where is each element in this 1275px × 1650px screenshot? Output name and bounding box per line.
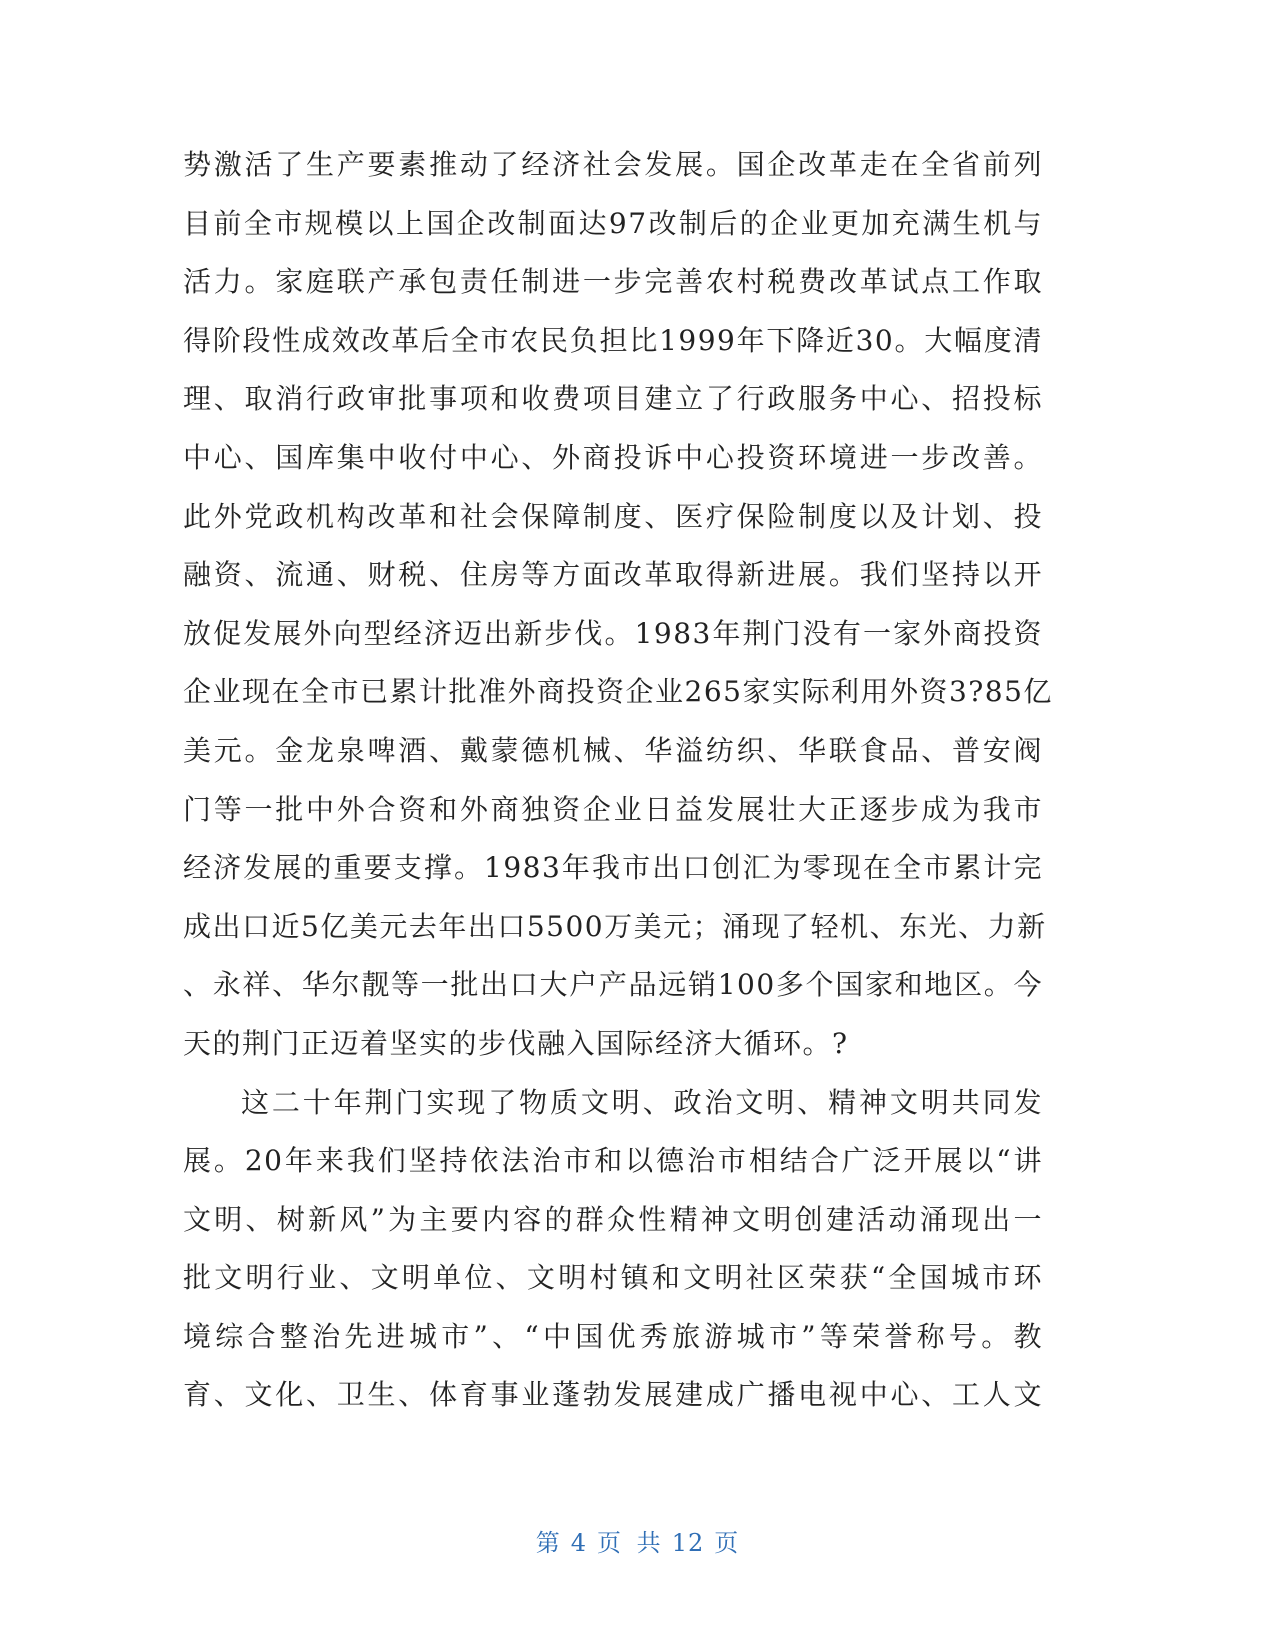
text-line: 这二十年荆门实现了物质文明、政治文明、精神文明共同发 <box>241 1085 1043 1119</box>
text-line: 活力。家庭联产承包责任制进一步完善农村税费改革试点工作取 <box>183 265 1043 299</box>
paragraph-2 <box>183 1074 1043 1426</box>
text-line: 企业现在全市已累计批准外商投资企业265家实际利用外资3?85亿 <box>183 675 1053 709</box>
text-line: 、永祥、华尔靓等一批出口大户产品远销100多个国家和地区。今 <box>183 968 1043 1002</box>
text-line: 此外党政机构改革和社会保障制度、医疗保险制度以及计划、投 <box>183 499 1043 533</box>
text-line: 放促发展外向型经济迈出新步伐。1983年荆门没有一家外商投资 <box>183 616 1043 650</box>
text-line: 境综合整治先进城市”、“中国优秀旅游城市”等荣誉称号。教 <box>183 1319 1043 1353</box>
footer-prefix: 第 <box>535 1529 561 1557</box>
text-line: 势激活了生产要素推动了经济社会发展。国企改革走在全省前列 <box>183 148 1043 181</box>
text-line: 批文明行业、文明单位、文明村镇和文明社区荣获“全国城市环 <box>183 1261 1043 1295</box>
text-line: 中心、国库集中收付中心、外商投诉中心投资环境进一步改善。 <box>183 440 1043 474</box>
paragraph-1 <box>183 136 1053 1074</box>
text-line: 美元。金龙泉啤酒、戴蒙德机械、华溢纺织、华联食品、普安阀 <box>183 733 1043 767</box>
footer-suffix: 页 <box>714 1529 740 1557</box>
document-body <box>183 136 1053 1425</box>
text-line: 文明、树新风”为主要内容的群众性精神文明创建活动涌现出一 <box>183 1202 1043 1236</box>
text-line: 得阶段性成效改革后全市农民负担比1999年下降近30。大幅度清 <box>183 323 1043 357</box>
text-line: 展。20年来我们坚持依法治市和以德治市相结合广泛开展以“讲 <box>183 1144 1043 1178</box>
text-line: 融资、流通、财税、住房等方面改革取得新进展。我们坚持以开 <box>183 558 1043 592</box>
total-pages-number: 12 <box>671 1529 705 1557</box>
text-line: 成出口近5亿美元去年出口5500万美元；涌现了轻机、东光、力新 <box>183 909 1047 943</box>
text-line: 天的荆门正迈着坚实的步伐融入国际经济大循环。? <box>183 1026 849 1060</box>
text-line: 理、取消行政审批事项和收费项目建立了行政服务中心、招投标 <box>183 382 1043 416</box>
text-line: 育、文化、卫生、体育事业蓬勃发展建成广播电视中心、工人文 <box>183 1378 1043 1412</box>
footer-middle: 页 共 <box>597 1529 662 1557</box>
text-line: 门等一批中外合资和外商独资企业日益发展壮大正逐步成为我市 <box>183 792 1043 826</box>
current-page-number: 4 <box>570 1529 588 1557</box>
page-number-footer <box>0 1523 1275 1558</box>
text-line: 经济发展的重要支撑。1983年我市出口创汇为零现在全市累计完 <box>183 851 1043 885</box>
text-line: 目前全市规模以上国企改制面达97改制后的企业更加充满生机与 <box>183 206 1043 240</box>
